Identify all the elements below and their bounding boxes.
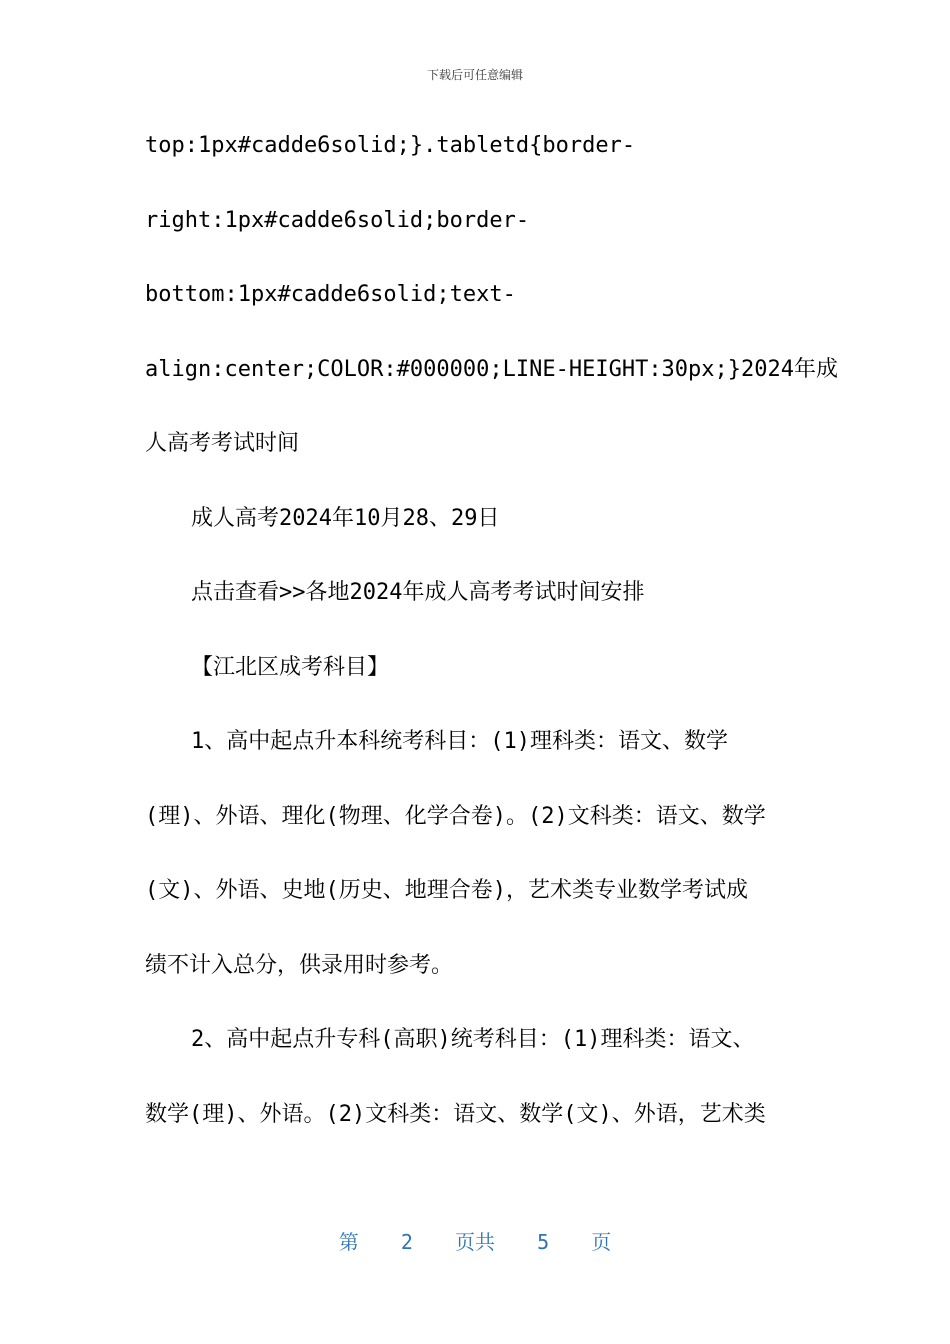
page-prefix: 第	[338, 1230, 359, 1254]
body-line-6: 成人高考2024年10月28、29日	[191, 505, 500, 531]
body-line-11: (文)、外语、史地(历史、地理合卷)，艺术类专业数学考试成	[145, 878, 748, 903]
body-line-7-link[interactable]: 点击查看>>各地2024年成人高考考试时间安排	[191, 580, 645, 605]
section-heading: 【江北区成考科目】	[191, 654, 390, 680]
body-line-13: 2、高中起点升专科(高职)统考科目：(1)理科类：语文、	[191, 1027, 755, 1052]
body-line-14: 数学(理)、外语。(2)文科类：语文、数学(文)、外语，艺术类	[145, 1101, 766, 1127]
page-suffix: 页	[591, 1230, 612, 1254]
page-total: 5	[537, 1230, 550, 1254]
page-header	[0, 66, 950, 83]
page-current: 2	[400, 1230, 413, 1254]
body-line-1: top:1px#cadde6solid;}.tabletd{border-	[145, 133, 636, 158]
header-text: 下载后可任意编辑	[426, 68, 523, 82]
body-line-5: 人高考考试时间	[145, 431, 300, 456]
page-footer	[0, 1226, 950, 1255]
body-line-3: bottom:1px#cadde6solid;text-	[145, 282, 516, 307]
document-body	[145, 128, 839, 1171]
body-line-4: align:center;COLOR:#000000;LINE-HEIGHT:30px;}2024年成	[145, 356, 839, 382]
body-line-9: 1、高中起点升本科统考科目：(1)理科类：语文、数学	[191, 729, 728, 754]
body-line-2: right:1px#cadde6solid;border-	[145, 207, 530, 233]
page-mid: 页共	[455, 1230, 495, 1254]
body-line-12: 绩不计入总分，供录用时参考。	[145, 952, 454, 978]
body-line-10: (理)、外语、理化(物理、化学合卷)。(2)文科类：语文、数学	[145, 803, 766, 829]
